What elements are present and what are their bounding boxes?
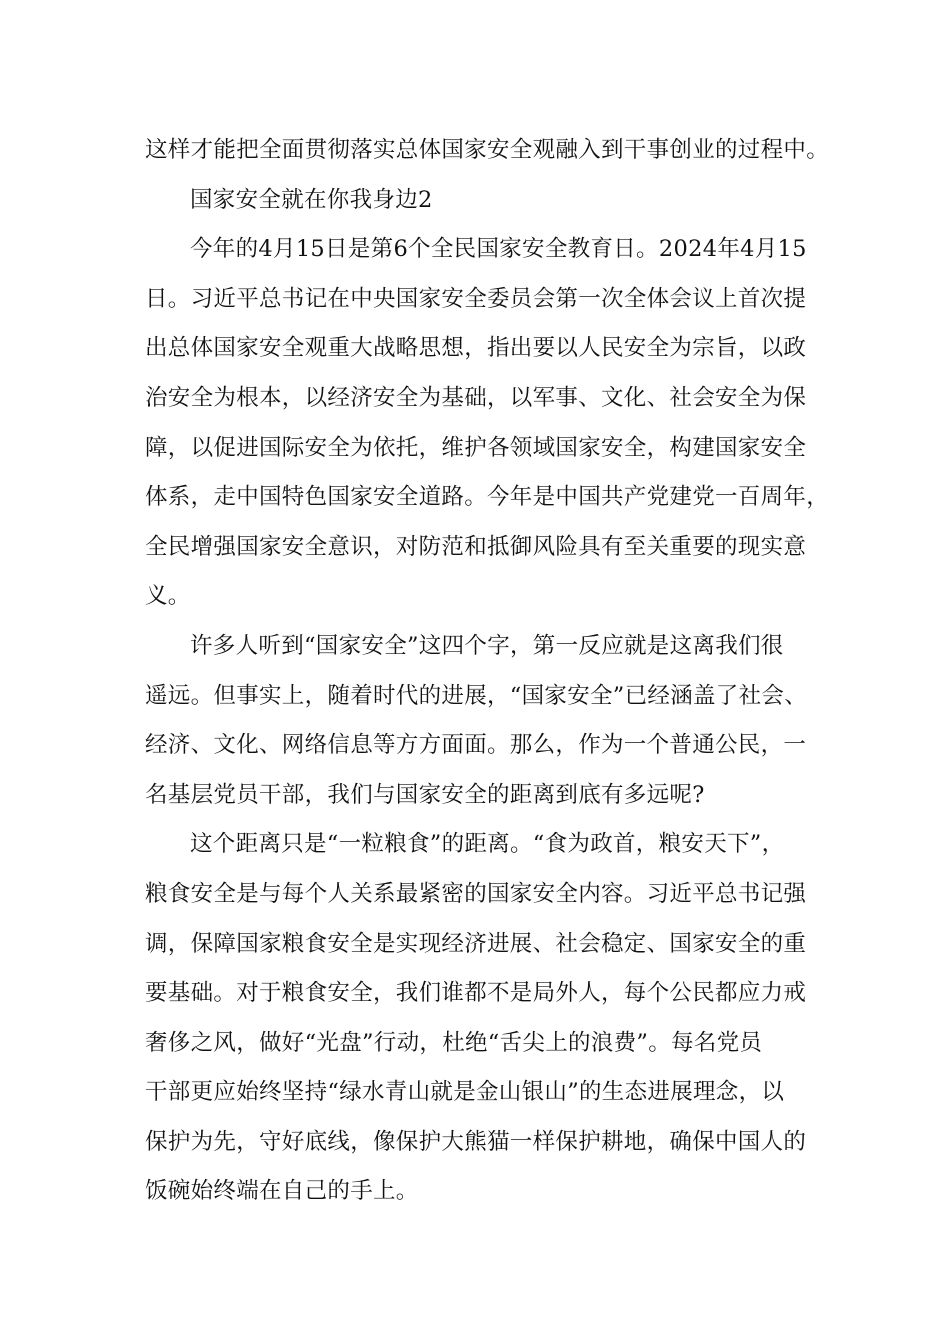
paragraph-line: 要基础。对于粮食安全，我们谁都不是局外人，每个公民都应力戒 <box>145 980 807 1007</box>
paragraph-line: 干部更应始终坚持“绿水青山就是金山银山”的生态进展理念，以 <box>145 1079 785 1106</box>
paragraph-line: 义。 <box>145 583 191 610</box>
paragraph-line: 治安全为根本，以经济安全为基础，以军事、文化、社会安全为保 <box>145 384 807 411</box>
paragraph-first-line: 今年的4月15日是第6个全民国家安全教育日。2024年4月15 <box>190 236 807 263</box>
document-body <box>145 126 830 1217</box>
paragraph-line: 奢侈之风，做好“光盘”行动，杜绝“舌尖上的浪费”。每名党员 <box>145 1029 763 1056</box>
paragraph-line: 饭碗始终端在自己的手上。 <box>145 1178 419 1205</box>
paragraph-line: 名基层党员干部，我们与国家安全的距离到底有多远呢? <box>145 781 705 808</box>
paragraph-line: 经济、文化、网络信息等方方面面。那么，作为一个普通公民，一 <box>145 732 807 759</box>
paragraph-line: 调，保障国家粮食安全是实现经济进展、社会稳定、国家安全的重 <box>145 930 807 957</box>
paragraph-line: 这样才能把全面贯彻落实总体国家安全观融入到干事创业的过程中。 <box>145 137 830 163</box>
paragraph-line: 障，以促进国际安全为依托，维护各领域国家安全，构建国家安全 <box>145 434 807 461</box>
paragraph-line: 体系，走中国特色国家安全道路。今年是中国共产党建党一百周年， <box>145 484 830 511</box>
paragraph-line: 全民增强国家安全意识，对防范和抵御风险具有至关重要的现实意 <box>145 533 807 560</box>
paragraph-line: 遥远。但事实上，随着时代的进展，“国家安全”已经涵盖了社会、 <box>145 682 808 709</box>
paragraph-first-line: 国家安全就在你我身边2 <box>190 186 433 213</box>
paragraph-first-line: 许多人听到“国家安全”这四个字，第一反应就是这离我们很 <box>190 632 784 659</box>
paragraph-line: 日。习近平总书记在中央国家安全委员会第一次全体会议上首次提 <box>145 285 807 312</box>
paragraph-line: 出总体国家安全观重大战略思想，指出要以人民安全为宗旨，以政 <box>145 335 807 362</box>
paragraph-first-line: 这个距离只是“一粒粮食”的距离。“食为政首，粮安天下”， <box>190 831 785 858</box>
paragraph-line: 粮食安全是与每个人关系最紧密的国家安全内容。习近平总书记强 <box>145 880 807 907</box>
paragraph-line: 保护为先，守好底线，像保护大熊猫一样保护耕地，确保中国人的 <box>145 1128 807 1155</box>
